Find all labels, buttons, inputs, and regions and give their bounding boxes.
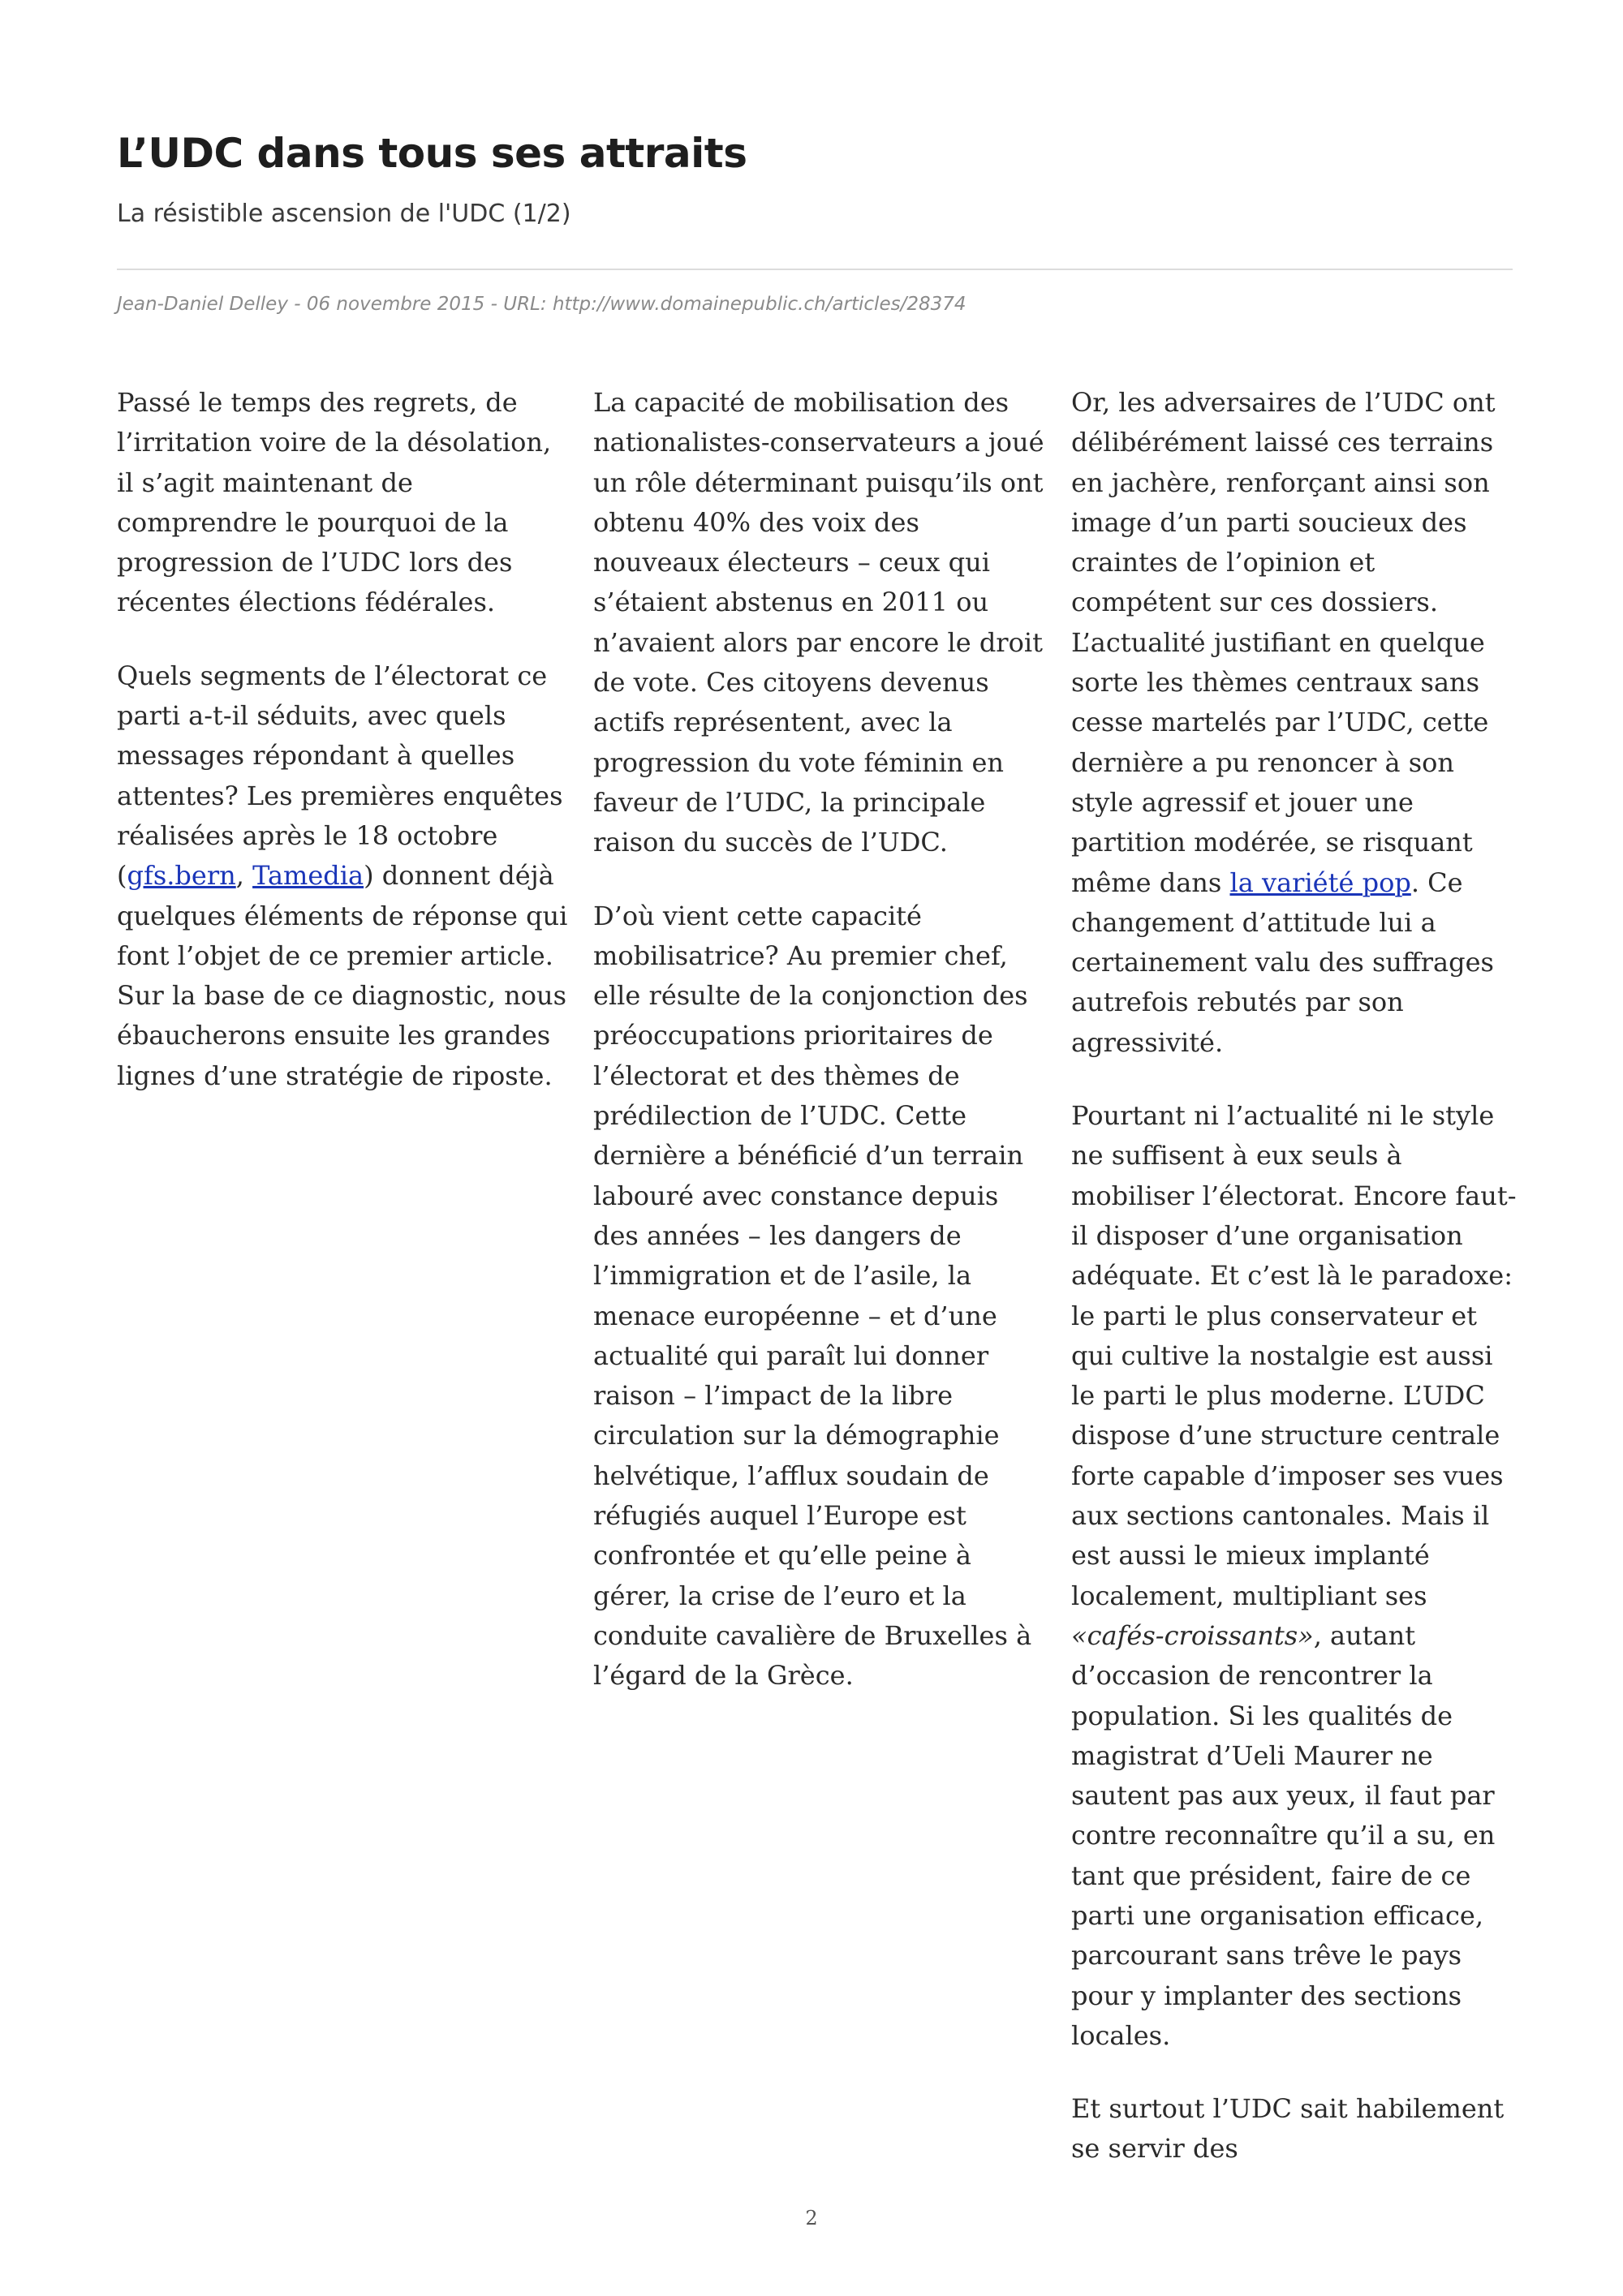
meta-separator: - [484, 294, 504, 315]
paragraph [1071, 1096, 1522, 2056]
emphasis-cafes-croissants: «cafés-croissants» [1071, 1619, 1314, 1651]
text-span: , [235, 860, 253, 892]
text-column-3 [1071, 383, 1522, 2203]
text-span: , autant d’occasion de rencontrer la population. Si les qualités de magistrat d’Ueli Maurer ne sautent pas aux yeux, il faut par contre reconnaître qu’il a su, en tant que président, faire de ce parti une organisation efficace, parcourant sans trêve le pays pour y implanter des sections locales. [1071, 1619, 1496, 2051]
paragraph: D’où vient cette capacité mobilisatrice? Au premier chef, elle résulte de la conjonction des préoccupations prioritaires de l’électorat et des thèmes de prédilection de l’UDC. Cette dernière a bénéficié d’un terrain labouré avec constance depuis des années – les dangers de l’immigration et de l’asile, la menace européenne – et d’une actualité qui paraît lui donner raison – l’impact de la libre circulation sur la démographie helvétique, l’afflux soudain de réfugiés auquel l’Europe est confrontée et qu’elle peine à gérer, la crise de l’euro et la conduite cavalière de Bruxelles à l’égard de la Grèce. [593, 900, 1032, 1692]
paragraph: La capacité de mobilisation des nationalistes-conservateurs a joué un rôle déterminant puisqu’ils ont obtenu 40% des voix des nouveaux électeurs – ceux qui s’étaient abstenus en 2011 ou n’avaient alors par encore le droit de vote. Ces citoyens devenus actifs représentent, avec la progression du vote féminin en faveur de l’UDC, la principale raison du succès de l’UDC. [593, 387, 1044, 858]
paragraph: Et surtout l’UDC sait habilement se servir des [1071, 2093, 1505, 2165]
article-title: L’UDC dans tous ses attraits [117, 130, 747, 177]
meta-separator: - [287, 294, 307, 315]
link-tamedia[interactable]: Tamedia [252, 860, 364, 892]
text-span: Quels segments de l’électorat ce parti a-t-il séduits, avec quels messages répondant à quelles attentes? Les premières enquêtes réalisées après le 18 octobre ( [117, 660, 563, 892]
meta-url[interactable]: http://www.domainepublic.ch/articles/28374 [552, 294, 966, 315]
text-span: Or, les adversaires de l’UDC ont délibérément laissé ces terrains en jachère, renforçant ainsi son image d’un parti soucieux des craintes de l’opinion et compétent sur ces dossiers. L’actualité justifiant en quelque sorte les thèmes centraux sans cesse martelés par l’UDC, cette dernière a pu renoncer à son style agressif et jouer une partition modérée, se risquant même dans [1071, 387, 1496, 898]
article-subtitle: La résistible ascension de l'UDC (1/2) [117, 200, 571, 228]
page-number: 2 [805, 2207, 818, 2229]
text-column-1 [117, 383, 568, 1129]
text-column-2 [593, 383, 1044, 1730]
paragraph [117, 656, 568, 1096]
meta-author: Jean-Daniel Delley [117, 294, 288, 315]
meta-date: 06 novembre 2015 [306, 294, 485, 315]
text-span: ) donnent déjà quelques éléments de réponse qui font l’objet de ce premier article. Sur la base de ce diagnostic, nous ébaucherons ensuite les grandes lignes d’une stratégie de riposte. [117, 860, 568, 1091]
paragraph [1071, 383, 1522, 1063]
article-meta [117, 294, 966, 315]
paragraph: Passé le temps des regrets, de l’irritation voire de la désolation, il s’agit maintenant de comprendre le pourquoi de la progression de l’UDC lors des récentes élections fédérales. [117, 387, 552, 618]
text-span: . Ce changement d’attitude lui a certainement valu des suffrages autrefois rebutés par son agressivité. [1071, 866, 1494, 1058]
header-divider [117, 269, 1513, 270]
link-variete-pop[interactable]: la variété pop [1229, 866, 1411, 898]
text-span: Pourtant ni l’actualité ni le style ne suffisent à eux seuls à mobiliser l’électorat. Encore faut-il disposer d’une organisation adéquate. Et c’est là le paradoxe: le parti le plus conservateur et qui cultive la nostalgie est aussi le parti le plus moderne. L’UDC dispose d’une structure centrale forte capable d’imposer ses vues aux sections cantonales. Mais il est aussi le mieux implanté localement, multipliant ses [1071, 1100, 1517, 1611]
meta-url-label: URL: [503, 294, 553, 315]
link-gfs-bern[interactable]: gfs.bern [127, 860, 236, 892]
